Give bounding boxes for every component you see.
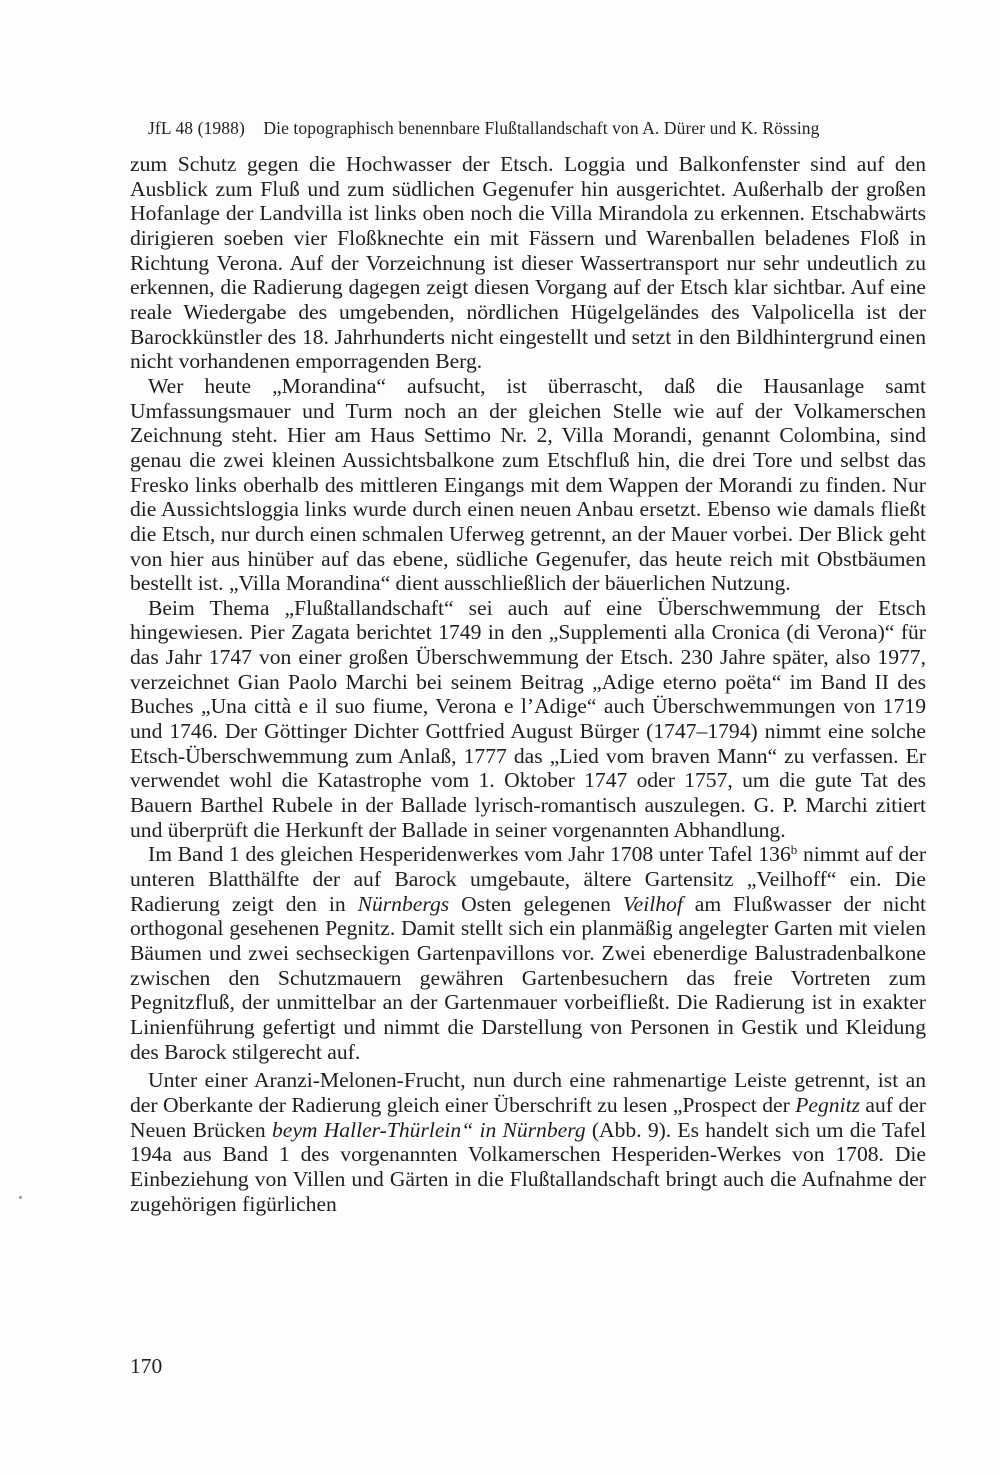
italic-text: beym Haller-Thürlein“ in Nürnberg xyxy=(271,1117,586,1142)
paragraph xyxy=(130,1068,926,1216)
paragraph xyxy=(130,374,926,596)
paragraph xyxy=(130,152,926,374)
text-run: am Flußwasser der nicht orthogonal gesehenen Pegnitz. Damit stellt sich ein planmäßig angelegter Garten mit vielen Bäumen und zwei sechseckigen Gartenpavillons vor. Zwei ebenerdige Balustradenbalkone zwischen den Schutzmauern gewähren Gartenbesuchern das freie Vortreten zum Pegnitzfluß, der unmittelbar an der Gartenmauer vorbeifließt. Die Radierung ist in exakter Linienführung gefertigt und nimmt die Darstellung von Personen in Gestik und Kleidung des Barock stilgerecht auf. xyxy=(130,891,927,1064)
journal-citation: JfL 48 (1988) xyxy=(148,118,245,138)
article-title: Die topographisch benennbare Flußtallandschaft von A. Dürer und K. Rössing xyxy=(263,118,820,138)
text-run: (Abb. 9). Es handelt sich um die Tafel 194a aus Band 1 des vorgenannten Volkamerschen Hesperiden-Werkes von 1708. Die Einbeziehung von Villen und Gärten in die Flußtallandschaft bringt auch die Aufnahme der zugehörigen figürlichen xyxy=(130,1117,926,1216)
paragraph xyxy=(130,596,926,843)
text-run: Beim Thema „Flußtallandschaft“ sei auch auf eine Überschwemmung der Etsch hingewiesen. Pier Zagata berichtet 1749 in den „Supplementi alla Cronica (di Verona)“ für das Jahr 1747 von einer großen Überschwemmung der Etsch. 230 Jahre später, also 1977, verzeichnet Gian Paolo Marchi bei seinem Beitrag „Adige eterno poëta“ im Band II des Buches „Una città e il suo fiume, Verona e l’Adige“ auch Überschwemmungen von 1719 und 1746. Der Göttinger Dichter Gottfried August Bürger (1747–1794) nimmt eine solche Etsch-Überschwemmung zum Anlaß, 1777 das „Lied vom braven Mann“ zu verfassen. Er verwendet wohl die Katastrophe vom 1. Oktober 1747 oder 1757, um die gute Tat des Bauern Barthel Rubele in der Ballade lyrisch-romantisch auszulegen. G. P. Marchi zitiert und überprüft die Herkunft der Ballade in seiner vorgenannten Abhandlung. xyxy=(130,595,926,842)
italic-text: Nürnbergs xyxy=(357,891,450,916)
text-run: auf der Neuen Brücken xyxy=(130,1092,926,1142)
page-number: 170 xyxy=(130,1354,163,1378)
italic-text: Pegnitz xyxy=(795,1092,860,1117)
body-text xyxy=(130,152,926,1216)
scan-speck xyxy=(19,1196,22,1199)
paragraph xyxy=(130,842,926,1064)
text-run: Im Band 1 des gleichen Hesperidenwerkes vom Jahr 1708 unter Tafel 136 xyxy=(148,842,791,867)
text-run: Wer heute „Morandina“ aufsucht, ist überrascht, daß die Hausanlage samt Umfassungsmauer und Turm noch an der gleichen Stelle wie auf der Volkamerschen Zeichnung steht. Hier am Haus Settimo Nr. 2, Villa Morandi, genannt Colombina, sind genau die zwei kleinen Aussichtsbalkone zum Etschfluß hin, die drei Tore und selbst das Fresko links oberhalb des mittleren Eingangs mit dem Wappen der Morandi zu finden. Nur die Aussichtsloggia links wurde durch einen neuen Anbau ersetzt. Ebenso wie damals fließt die Etsch, nur durch einen schmalen Uferweg getrennt, an der Mauer vorbei. Der Blick geht von hier aus hinüber auf das ebene, südliche Gegenufer, das heute reich mit Obstbäumen bestellt ist. „Villa Morandina“ dient ausschließlich der bäuerlichen Nutzung. xyxy=(130,373,926,596)
italic-text: Veilhof xyxy=(622,891,683,916)
text-run: Unter einer Aranzi-Melonen-Frucht, nun durch eine rahmenartige Leiste getrennt, ist an der Oberkante der Radierung gleich einer Überschrift zu lesen „Prospect der xyxy=(130,1068,926,1117)
running-head xyxy=(148,118,928,139)
text-run: zum Schutz gegen die Hochwasser der Etsch. Loggia und Balkonfenster sind auf den Ausblick zum Fluß und zum südlichen Gegenufer hin ausgerichtet. Außerhalb der großen Hofanlage der Landvilla ist links oben noch die Villa Mirandola zu erkennen. Etschabwärts dirigieren soeben vier Floßknechte ein mit Fässern und Warenballen beladenes Floß in Richtung Verona. Auf der Vorzeichnung ist dieser Wassertransport nur sehr undeutlich zu erkennen, die Radierung dagegen zeigt diesen Vorgang auf der Etsch klar sichtbar. Auf eine reale Wiedergabe des umgebenden, nördlichen Hügelgeländes des Valpolicella ist der Barockkünstler des 18. Jahrhunderts nicht eingestellt und setzt in den Bildhintergrund einen nicht vorhandenen emporragenden Berg. xyxy=(130,152,926,374)
text-run: Osten gelegenen xyxy=(449,891,623,916)
text-run: nimmt auf der unteren Blatthälfte der auf Barock umgebaute, ältere Gartensitz „Veilhoff“ ein. Die Radierung zeigt den in xyxy=(130,842,927,916)
superscript: b xyxy=(790,842,798,858)
